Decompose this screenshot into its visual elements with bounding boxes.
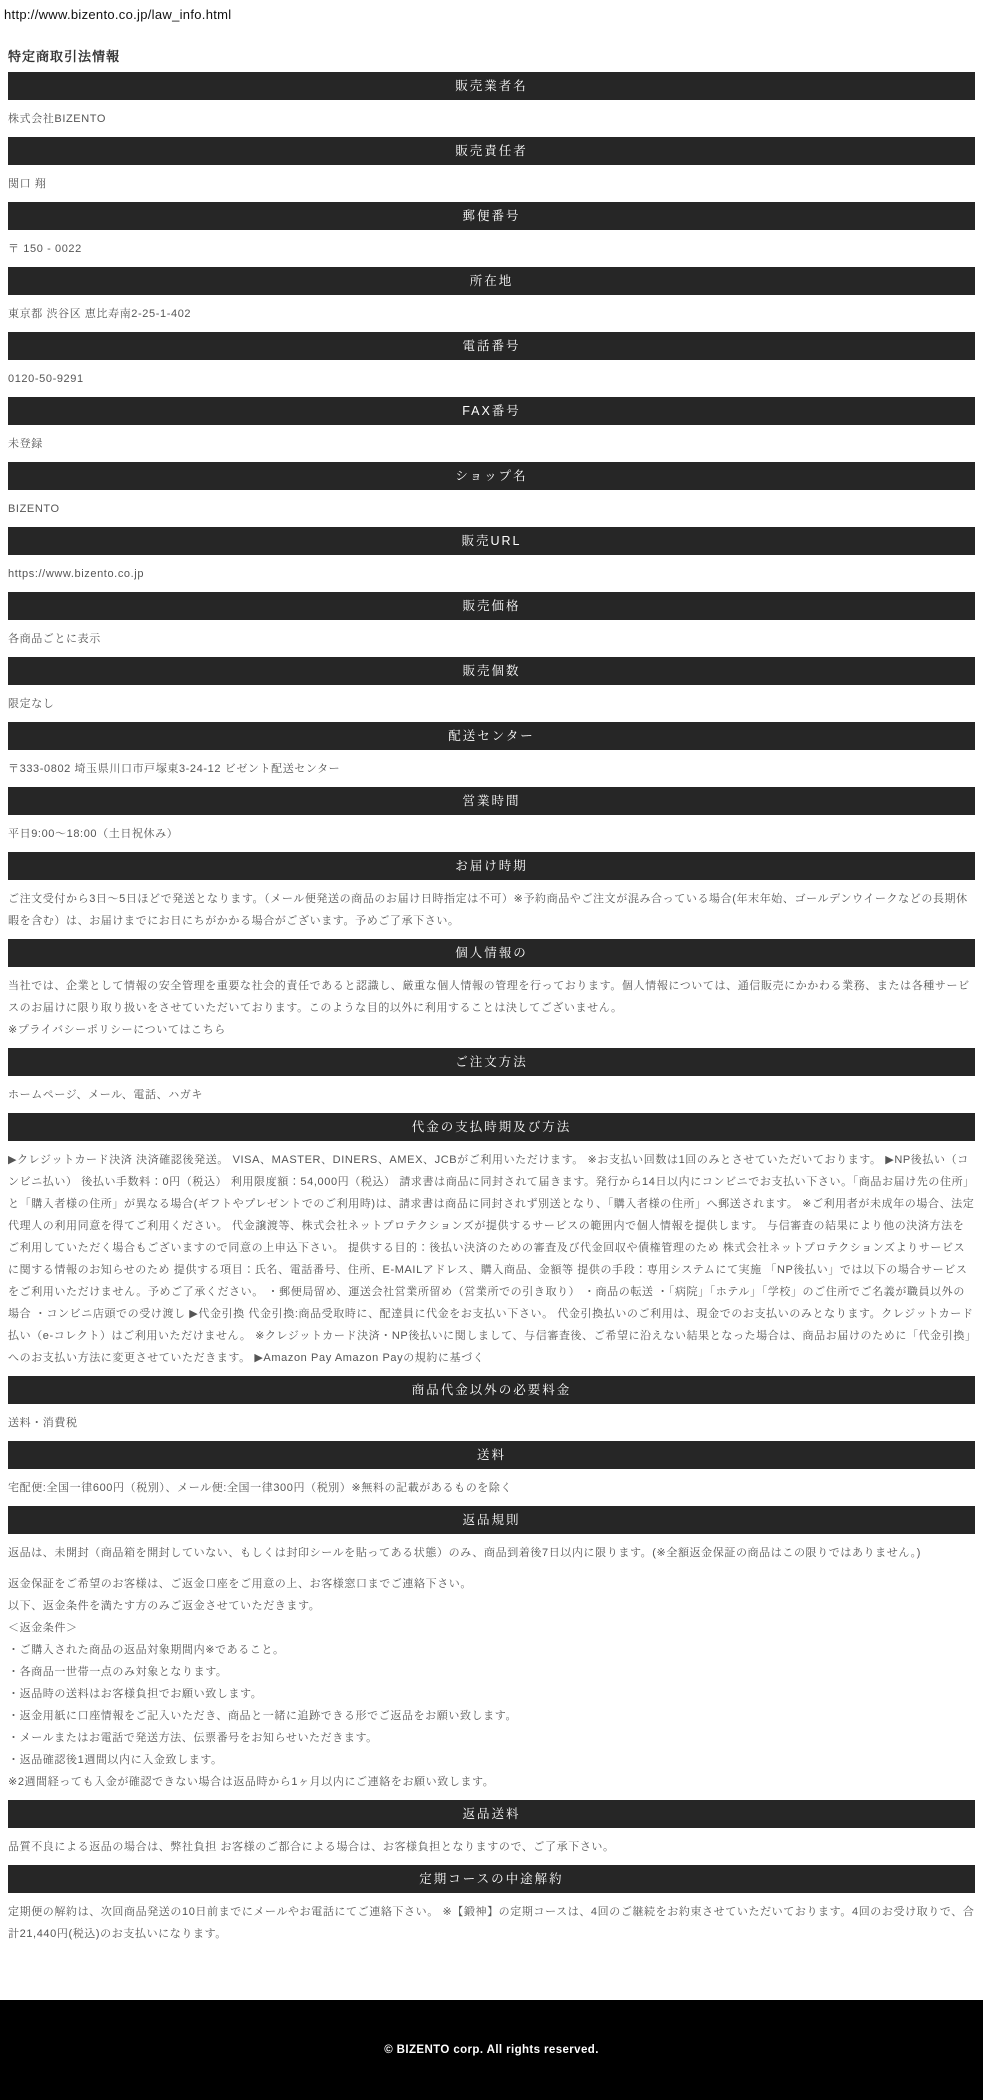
section-content [8, 555, 975, 592]
section-content-line: 当社では、企業として情報の安全管理を重要な社会的責任であると認識し、厳重な個人情報の管理を行っております。個人情報については、通信販売にかかわる業務、または各種サービスのお届けに限り取り扱いをさせていただいております。このような目的以外に利用することは決してございません。 [8, 980, 970, 1014]
section-header: 代金の支払時期及び方法 [8, 1113, 975, 1141]
section-content [8, 1469, 975, 1506]
section-content [8, 880, 975, 939]
section-header: お届け時期 [8, 852, 975, 880]
section-content-line: BIZENTO [8, 503, 60, 515]
section-header: 販売価格 [8, 592, 975, 620]
section [8, 787, 975, 852]
section-content [8, 815, 975, 852]
section [8, 1048, 975, 1113]
section-header: 返品送料 [8, 1800, 975, 1828]
section-content-line: ＜返金条件＞ [8, 1622, 78, 1634]
section-content-line: 関口 翔 [8, 178, 47, 190]
section-header: 定期コースの中途解約 [8, 1865, 975, 1893]
section [8, 1376, 975, 1441]
section-header: 営業時間 [8, 787, 975, 815]
pre-footer-gap [0, 1952, 983, 2000]
section-content [8, 1141, 975, 1376]
section-content-line: 返金保証をご希望のお客様は、ご返金口座をご用意の上、お客様窓口までご連絡下さい。 [8, 1578, 472, 1590]
section-content [8, 295, 975, 332]
section-header: 販売責任者 [8, 137, 975, 165]
section-content [8, 1404, 975, 1441]
section-header: ショップ名 [8, 462, 975, 490]
copyright-text: © BIZENTO corp. All rights reserved. [384, 2044, 599, 2056]
section [8, 852, 975, 939]
section [8, 462, 975, 527]
section [8, 592, 975, 657]
section [8, 1113, 975, 1376]
section-content-line: ・各商品一世帯一点のみ対象となります。 [8, 1666, 228, 1678]
section-content-line: 限定なし [8, 698, 55, 710]
section [8, 72, 975, 137]
section-content [8, 750, 975, 787]
section [8, 202, 975, 267]
section-content-line: ※プライバシーポリシーについてはこちら [8, 1024, 226, 1036]
section [8, 527, 975, 592]
section [8, 267, 975, 332]
section-content-line: 定期便の解約は、次回商品発送の10日前までにメールやお電話にてご連絡下さい。 ※【鍛神】の定期コースは、4回のご継続をお約束させていただいております。4回のお受け取りで、合計21,440円(税込)のお支払いになります。 [8, 1906, 975, 1940]
section-content [8, 967, 975, 1048]
section-header: 配送センター [8, 722, 975, 750]
section-content [8, 1076, 975, 1113]
section-content-line: https://www.bizento.co.jp [8, 568, 145, 580]
section-header: 電話番号 [8, 332, 975, 360]
section [8, 722, 975, 787]
section-content-line: 各商品ごとに表示 [8, 633, 101, 645]
section-content [8, 230, 975, 267]
section-content-line: 東京都 渋谷区 恵比寿南2-25-1-402 [8, 308, 192, 320]
section-header: ご注文方法 [8, 1048, 975, 1076]
section [8, 332, 975, 397]
section-header: 販売URL [8, 527, 975, 555]
section-content [8, 620, 975, 657]
section [8, 397, 975, 462]
section-content-line: 送料・消費税 [8, 1417, 78, 1429]
section-content [8, 490, 975, 527]
section-content [8, 1893, 975, 1952]
sections-container [8, 72, 975, 1952]
section-content-line: 〒333-0802 埼玉県川口市戸塚東3‐24‐12 ビゼント配送センター [8, 763, 341, 775]
section-header: 返品規則 [8, 1506, 975, 1534]
section-content-line: ・返品確認後1週間以内に入金致します。 [8, 1754, 223, 1766]
section-content-line: ホームページ、メール、電話、ハガキ [8, 1089, 203, 1101]
section-content [8, 165, 975, 202]
section-content-line: 返品は、未開封（商品箱を開封していない、もしくは封印シールを貼ってある状態）のみ、商品到着後7日以内に限ります。(※全額返金保証の商品はこの限りではありません。) [8, 1547, 921, 1559]
page-body [0, 46, 983, 1952]
section-content-line: 〒 150 - 0022 [8, 243, 82, 255]
section-content-line: 平日9:00〜18:00（土日祝休み） [8, 828, 179, 840]
section-content-line: ・ご購入された商品の返品対象期間内※であること。 [8, 1644, 285, 1656]
section-content-line: 未登録 [8, 438, 43, 450]
section-header: 販売個数 [8, 657, 975, 685]
section [8, 137, 975, 202]
page-url-text: http://www.bizento.co.jp/law_info.html [4, 7, 232, 22]
section-header: 送料 [8, 1441, 975, 1469]
section [8, 1506, 975, 1800]
section [8, 1441, 975, 1506]
section-content-line: ご注文受付から3日〜5日ほどで発送となります。（メール便発送の商品のお届け日時指定は不可）※予約商品やご注文が混み合っている場合(年末年始、ゴールデンウイークなどの長期休暇を含む）は、お届けまでにお日にちがかかる場合がございます。予めご了承下さい。 [8, 893, 968, 927]
section-content [8, 360, 975, 397]
section-content-line: ▶クレジットカード決済 決済確認後発送。 VISA、MASTER、DINERS、AMEX、JCBがご利用いただけます。 ※お支払い回数は1回のみとさせていただいております。 ▶NP後払い（コンビニ払い） 後払い手数料：0円（税込） 利用限度額：54,000円（税込） 請求書は商品に同封されて届きます。発行から14日以内にコンビニでお支払い下さい。「商品お届け先の住所」と「購入者様の住所」が異なる場合(ギフトやプレゼントでのご利用時)は、請求書は商品に同封されず別送となり、「購入者様の住所」へ郵送されます。 ※ご利用者が未成年の場合、法定代理人の利用同意を得てご利用ください。 代金譲渡等、株式会社ネットプロテクションズが提供するサービスの範囲内で個人情報を提供します。 与信審査の結果により他の決済方法をご利用していただく場合もございますので同意の上申込下さい。 提供する目的：後払い決済のための審査及び代金回収や債権管理のため 株式会社ネットプロテクションズよりサービスに関する情報のお知らせのため 提供する項目：氏名、電話番号、住所、E-MAILアドレス、購入商品、金額等 提供の手段：専用システムにて実施 「NP後払い」では以下の場合サービスをご利用いただけません。予めご了承ください。 ・郵便局留め、運送会社営業所留め（営業所での引き取り） ・商品の転送 ・「病院」「ホテル」「学校」のご住所でご名義が職員以外の場合 ・コンビニ店頭での受け渡し ▶代金引換 代金引換:商品受取時に、配達員に代金をお支払い下さい。 代金引換払いのご利用は、現金でのお支払いのみとなります。クレジットカード払い（e-コレクト）はご利用いただけません。 ※クレジットカード決済・NP後払いに関しまして、与信審査後、ご希望に沿えない結果となった場合は、商品お届けのために「代金引換」へのお支払い方法に変更させていただきます。 ▶Amazon Pay Amazon Payの規約に基づく [8, 1154, 975, 1364]
section [8, 1865, 975, 1952]
section-content-line: 株式会社BIZENTO [8, 113, 107, 125]
footer [0, 2000, 983, 2100]
section-content-line: ※2週間経っても入金が確認できない場合は返品時から1ヶ月以内にご連絡をお願い致します。 [8, 1776, 495, 1788]
section-content-line: 以下、返金条件を満たす方のみご返金させていただきます。 [8, 1600, 321, 1612]
section-content [8, 100, 975, 137]
section-content-line: 品質不良による返品の場合は、弊社負担 お客様のご都合による場合は、お客様負担となりますので、ご了承下さい。 [8, 1841, 615, 1853]
page-title: 特定商取引法情報 [8, 49, 121, 64]
section-content [8, 1828, 975, 1865]
section [8, 1800, 975, 1865]
section-header: 所在地 [8, 267, 975, 295]
section-content-line: ・返金用紙に口座情報をご記入いただき、商品と一緒に追跡できる形でご返品をお願い致します。 [8, 1710, 518, 1722]
section-content [8, 425, 975, 462]
section-content-line: ・返品時の送料はお客様負担でお願い致します。 [8, 1688, 263, 1700]
section-content-line: ・メールまたはお電話で発送方法、伝票番号をお知らせいただきます。 [8, 1732, 378, 1744]
section [8, 939, 975, 1048]
section-content [8, 1534, 975, 1800]
section-content-line: 宅配便:全国一律600円（税別）、メール便:全国一律300円（税別）※無料の記載があるものを除く [8, 1482, 513, 1494]
section-content [8, 685, 975, 722]
section-blank-line [8, 1564, 975, 1573]
section [8, 657, 975, 722]
section-header: 郵便番号 [8, 202, 975, 230]
section-header: FAX番号 [8, 397, 975, 425]
section-content-line: 0120-50-9291 [8, 373, 84, 385]
section-header: 商品代金以外の必要料金 [8, 1376, 975, 1404]
section-header: 販売業者名 [8, 72, 975, 100]
section-header: 個人情報の [8, 939, 975, 967]
